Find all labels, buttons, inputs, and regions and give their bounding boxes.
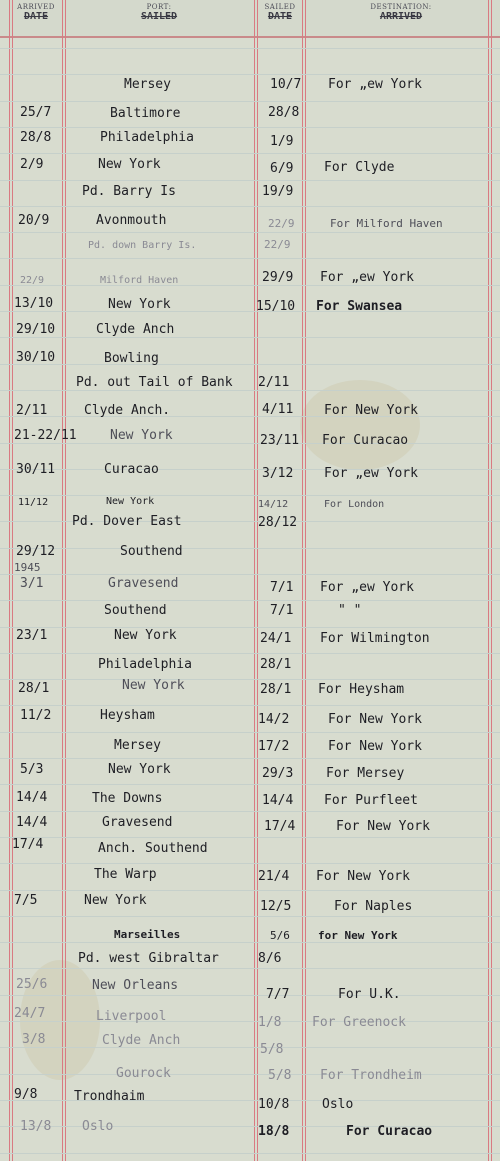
- arrived-cell: 22/9: [20, 275, 45, 286]
- header-destination-struck: ARRIVED: [379, 11, 423, 22]
- ruled-line: [0, 1074, 500, 1075]
- sailed-cell: 28/1: [260, 657, 292, 672]
- arrived-cell: 7/5: [14, 893, 38, 908]
- destination-cell: For „ew York: [324, 466, 418, 481]
- port-cell: New York: [110, 428, 173, 443]
- destination-cell: For „ew York: [320, 270, 414, 285]
- sailed-cell: 21/4: [258, 869, 290, 884]
- ruled-line: [0, 206, 500, 207]
- sailed-cell: 2/11: [258, 375, 290, 390]
- arrived-cell: 17/4: [12, 837, 44, 852]
- ruled-line: [0, 548, 500, 549]
- ruled-line: [0, 758, 500, 759]
- sailed-cell: 1/9: [270, 134, 294, 149]
- arrived-cell: 3/8: [22, 1032, 46, 1047]
- sailed-cell: 23/11: [260, 433, 300, 448]
- ruling-line: [254, 0, 255, 1161]
- ruled-line: [0, 258, 500, 259]
- destination-cell: For Mersey: [326, 766, 405, 781]
- sailed-cell: 17/2: [258, 739, 290, 754]
- ruled-line: [0, 679, 500, 680]
- ruling-line: [488, 0, 489, 1161]
- port-cell: Trondhaim: [74, 1089, 145, 1104]
- ruled-line: [0, 627, 500, 628]
- paper-stain: [300, 380, 420, 470]
- port-cell: Mersey: [124, 77, 171, 92]
- header-sailed-struck: DATE: [267, 11, 293, 22]
- destination-cell: For Milford Haven: [330, 217, 443, 230]
- destination-cell: For Wilmington: [320, 631, 430, 646]
- ruled-line: [0, 837, 500, 838]
- ruled-line: [0, 732, 500, 733]
- port-cell: Curacao: [104, 462, 159, 477]
- ruling-line: [62, 0, 63, 1161]
- port-cell: Pd. out Tail of Bank: [76, 375, 233, 390]
- ruled-line: [0, 705, 500, 706]
- arrived-cell: 29/12: [16, 544, 56, 559]
- sailed-cell: 5/6: [270, 929, 290, 942]
- port-cell: Clyde Anch: [102, 1033, 181, 1048]
- ruled-line: [0, 600, 500, 601]
- ruled-line: [0, 784, 500, 785]
- ruled-line: [0, 180, 500, 181]
- ruled-line: [0, 890, 500, 891]
- port-cell: Gourock: [116, 1066, 171, 1081]
- arrived-cell: 24/7: [14, 1006, 46, 1021]
- sailed-cell: 7/1: [270, 580, 294, 595]
- ruling-line: [257, 0, 258, 1161]
- sailed-cell: 18/8: [258, 1124, 290, 1139]
- sailed-cell: 22/9: [264, 238, 291, 251]
- ruled-line: [0, 916, 500, 917]
- port-cell: Gravesend: [108, 576, 179, 591]
- arrived-cell: 14/4: [16, 790, 48, 805]
- sailed-cell: 10/7: [270, 77, 302, 92]
- destination-cell: For Curacao: [322, 433, 409, 448]
- ruling-line: [491, 0, 492, 1161]
- ruled-line: [0, 101, 500, 102]
- port-cell: Oslo: [82, 1119, 114, 1134]
- ruled-line: [0, 863, 500, 864]
- ruled-line: [0, 574, 500, 575]
- destination-cell: For Purfleet: [324, 793, 418, 808]
- header-sailed-label: SAILED: [264, 3, 296, 11]
- arrived-cell: 28/8: [20, 130, 52, 145]
- header-arrived-label: ARRIVED: [17, 3, 55, 11]
- port-cell: The Downs: [92, 791, 163, 806]
- sailed-cell: 24/1: [260, 631, 292, 646]
- header-sailed: [256, 3, 304, 21]
- arrived-cell: 14/4: [16, 815, 48, 830]
- destination-cell: For Swansea: [316, 299, 403, 314]
- port-cell: New York: [84, 893, 147, 908]
- header-destination: [306, 3, 496, 21]
- port-cell: Pd. Barry Is: [82, 184, 176, 199]
- sailed-cell: 14/4: [262, 793, 294, 808]
- ruled-line: [0, 968, 500, 969]
- destination-cell: for New York: [318, 929, 398, 942]
- port-cell: Clyde Anch: [96, 322, 175, 337]
- year-note: 1945: [14, 561, 41, 574]
- sailed-cell: 5/8: [260, 1042, 284, 1057]
- ruled-line: [0, 1153, 500, 1154]
- arrived-cell: 30/10: [16, 350, 56, 365]
- destination-cell: For London: [324, 499, 385, 510]
- sailed-cell: 7/1: [270, 603, 294, 618]
- arrived-cell: 11/12: [18, 497, 49, 508]
- port-cell: Baltimore: [110, 106, 181, 121]
- ruled-line: [0, 811, 500, 812]
- sailed-cell: 29/3: [262, 766, 294, 781]
- ruled-line: [0, 390, 500, 391]
- sailed-cell: 17/4: [264, 819, 296, 834]
- destination-cell: For New York: [324, 403, 418, 418]
- arrived-cell: 30/11: [16, 462, 56, 477]
- arrived-cell: 9/8: [14, 1087, 38, 1102]
- port-cell: Pd. down Barry Is.: [88, 240, 197, 251]
- ruled-line: [0, 995, 500, 996]
- header-arrived-struck: DATE: [23, 11, 49, 22]
- arrived-cell: 13/8: [20, 1119, 52, 1134]
- arrived-cell: 2/11: [16, 403, 48, 418]
- column-header-row: [0, 0, 500, 38]
- ruled-line: [0, 153, 500, 154]
- port-cell: Milford Haven: [100, 275, 179, 286]
- sailed-cell: 14/12: [258, 499, 289, 510]
- sailed-cell: 22/9: [268, 217, 295, 230]
- port-cell: New York: [108, 297, 171, 312]
- port-cell: Bowling: [104, 351, 159, 366]
- ruled-line: [0, 285, 500, 286]
- destination-cell: For Greenock: [312, 1015, 406, 1030]
- sailed-cell: 5/8: [268, 1068, 292, 1083]
- arrived-cell: 11/2: [20, 708, 52, 723]
- destination-cell: For New York: [336, 819, 430, 834]
- destination-cell: Oslo: [322, 1097, 354, 1112]
- arrived-cell: 25/7: [20, 105, 52, 120]
- arrived-cell: 5/3: [20, 762, 44, 777]
- arrived-cell: 23/1: [16, 628, 48, 643]
- ruling-line: [305, 0, 306, 1161]
- sailed-cell: 4/11: [262, 402, 294, 417]
- destination-cell: For Heysham: [318, 682, 405, 697]
- port-cell: Marseilles: [114, 928, 181, 941]
- port-cell: Clyde Anch.: [84, 403, 171, 418]
- sailed-cell: 6/9: [270, 161, 294, 176]
- header-destination-label: DESTINATION:: [370, 3, 432, 11]
- ruled-line: [0, 337, 500, 338]
- ruled-line: [0, 1047, 500, 1048]
- port-cell: New York: [106, 496, 155, 507]
- sailed-cell: 14/2: [258, 712, 290, 727]
- port-cell: The Warp: [94, 867, 157, 882]
- destination-cell: For New York: [316, 869, 410, 884]
- destination-cell: For U.K.: [338, 987, 401, 1002]
- destination-cell: For „ew York: [320, 580, 414, 595]
- port-cell: Anch. Southend: [98, 841, 208, 856]
- port-cell: Philadelphia: [98, 657, 192, 672]
- sailed-cell: 28/12: [258, 515, 298, 530]
- ruled-line: [0, 416, 500, 417]
- port-cell: Liverpool: [96, 1009, 167, 1024]
- arrived-cell: 2/9: [20, 157, 44, 172]
- sailed-cell: 19/9: [262, 184, 294, 199]
- ruling-line: [302, 0, 303, 1161]
- destination-cell: For New York: [328, 712, 422, 727]
- arrived-cell: 20/9: [18, 213, 50, 228]
- sailed-cell: 10/8: [258, 1097, 290, 1112]
- ruled-line: [0, 74, 500, 75]
- arrived-cell: 21-22/11: [14, 428, 77, 443]
- port-cell: New York: [114, 628, 177, 643]
- arrived-cell: 28/1: [18, 681, 50, 696]
- ruled-line: [0, 942, 500, 943]
- port-cell: Southend: [104, 603, 167, 618]
- sailed-cell: 29/9: [262, 270, 294, 285]
- destination-cell: For Naples: [334, 899, 413, 914]
- arrived-cell: 25/6: [16, 977, 48, 992]
- ruling-line: [12, 0, 13, 1161]
- arrived-cell: 3/1: [20, 576, 44, 591]
- sailed-cell: 28/8: [268, 105, 300, 120]
- header-port-label: PORT:: [146, 3, 172, 11]
- sailed-cell: 28/1: [260, 682, 292, 697]
- arrived-cell: 29/10: [16, 322, 56, 337]
- ruled-line: [0, 48, 500, 49]
- destination-cell: For Clyde: [324, 160, 395, 175]
- ruled-line: [0, 127, 500, 128]
- destination-cell: " ": [338, 603, 362, 618]
- port-cell: New York: [108, 762, 171, 777]
- ruled-line: [0, 469, 500, 470]
- destination-cell: For New York: [328, 739, 422, 754]
- ruling-line: [9, 0, 10, 1161]
- header-port: [64, 3, 254, 21]
- port-cell: Pd. Dover East: [72, 514, 182, 529]
- port-cell: Gravesend: [102, 815, 173, 830]
- port-cell: Philadelphia: [100, 130, 194, 145]
- port-cell: Pd. west Gibraltar: [78, 951, 219, 966]
- ruling-line: [65, 0, 66, 1161]
- port-cell: Avonmouth: [96, 213, 167, 228]
- ruled-line: [0, 495, 500, 496]
- port-cell: New York: [98, 157, 161, 172]
- sailed-cell: 8/6: [258, 951, 282, 966]
- header-port-struck: SAILED: [140, 11, 178, 22]
- ruled-line: [0, 232, 500, 233]
- sailed-cell: 3/12: [262, 466, 294, 481]
- ruled-line: [0, 311, 500, 312]
- sailed-cell: 15/10: [256, 299, 296, 314]
- header-arrived: [8, 3, 64, 21]
- arrived-cell: 13/10: [14, 296, 54, 311]
- port-cell: New Orleans: [92, 978, 179, 993]
- sailed-cell: 1/8: [258, 1015, 282, 1030]
- port-cell: New York: [122, 678, 185, 693]
- ruled-line: [0, 653, 500, 654]
- destination-cell: For Curacao: [346, 1124, 433, 1139]
- port-cell: Southend: [120, 544, 183, 559]
- destination-cell: For „ew York: [328, 77, 422, 92]
- ruled-line: [0, 364, 500, 365]
- ruled-line: [0, 1021, 500, 1022]
- sailed-cell: 7/7: [266, 987, 290, 1002]
- port-cell: Heysham: [100, 708, 155, 723]
- destination-cell: For Trondheim: [320, 1068, 422, 1083]
- port-cell: Mersey: [114, 738, 161, 753]
- sailed-cell: 12/5: [260, 899, 292, 914]
